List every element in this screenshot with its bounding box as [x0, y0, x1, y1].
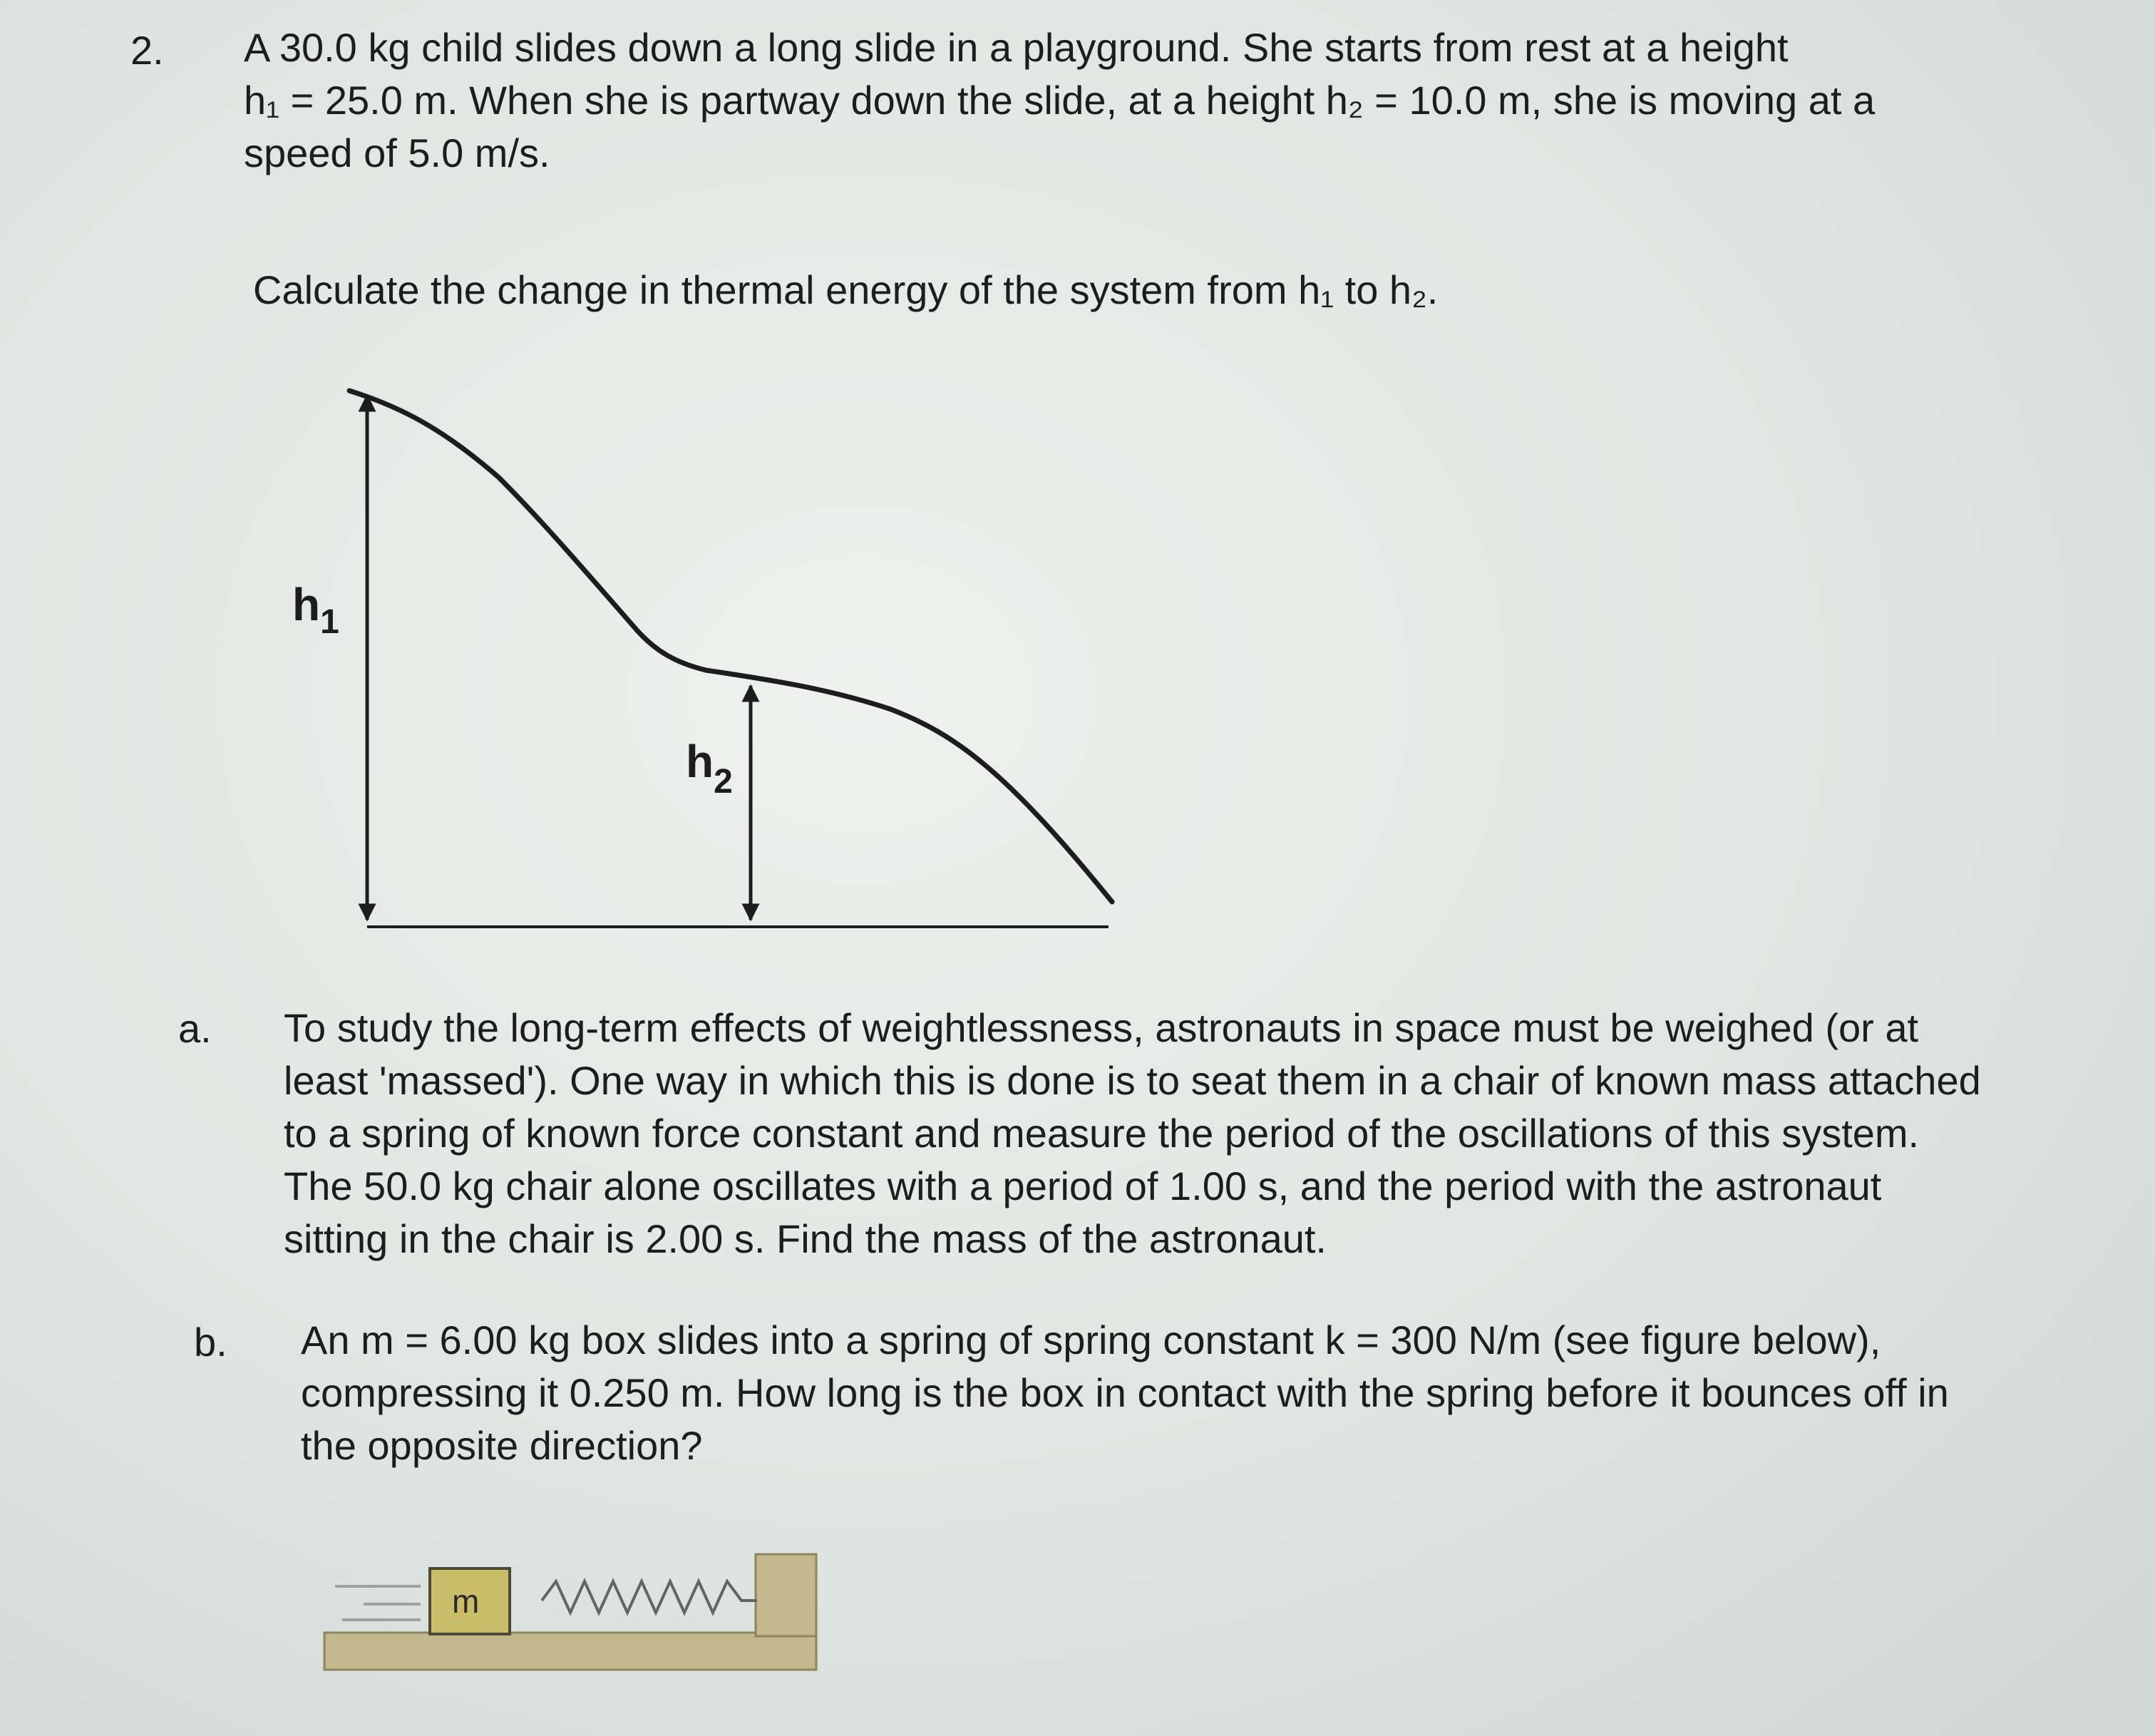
wall [756, 1554, 816, 1636]
question-line: compressing it 0.250 m. How long is the box in contact with the spring before it bounces off in [301, 1370, 1949, 1415]
question-line: speed of 5.0 m/s. [244, 130, 550, 175]
part-a-text [284, 1002, 1981, 1265]
question-line: to a spring of known force constant and measure the period of the oscillations of this system. [284, 1111, 1920, 1156]
question-line: The 50.0 kg chair alone oscillates with a period of 1.00 s, and the period with the astronaut [284, 1164, 1882, 1208]
spring [542, 1581, 757, 1613]
question-line: sitting in the chair is 2.00 s. Find the mass of the astronaut. [284, 1216, 1327, 1261]
question-line: the opposite direction? [301, 1423, 703, 1468]
h1-label: $h_1$ [292, 579, 339, 641]
question-line: A 30.0 kg child slides down a long slide in a playground. She starts from rest at a height [244, 25, 1789, 70]
question-line: least 'massed'). One way in which this is done is to seat them in a chair of known mass attached [284, 1058, 1981, 1103]
question-line: h₁ = 25.0 m. When she is partway down the slide, at a height h₂ = 10.0 m, she is moving at a [244, 78, 1876, 123]
slide-diagram [292, 391, 1112, 927]
part-a-label: a. [178, 1006, 212, 1051]
question-number: 2. [130, 28, 164, 73]
box-spring-figure [324, 1554, 816, 1670]
floor [324, 1633, 816, 1670]
slide-curve [349, 391, 1112, 902]
question-line: To study the long-term effects of weightlessness, astronauts in space must be weighed (or at [284, 1005, 1919, 1050]
question-line: An m = 6.00 kg box slides into a spring of spring constant k = 300 N/m (see figure below), [301, 1318, 1881, 1362]
part-b-text [301, 1314, 1949, 1472]
part-b-label: b. [194, 1320, 227, 1365]
box-label: m [452, 1583, 480, 1620]
h2-label: $h_2$ [686, 736, 733, 801]
question-2-task: Calculate the change in thermal energy of the system from h₁ to h₂. [253, 267, 1439, 312]
